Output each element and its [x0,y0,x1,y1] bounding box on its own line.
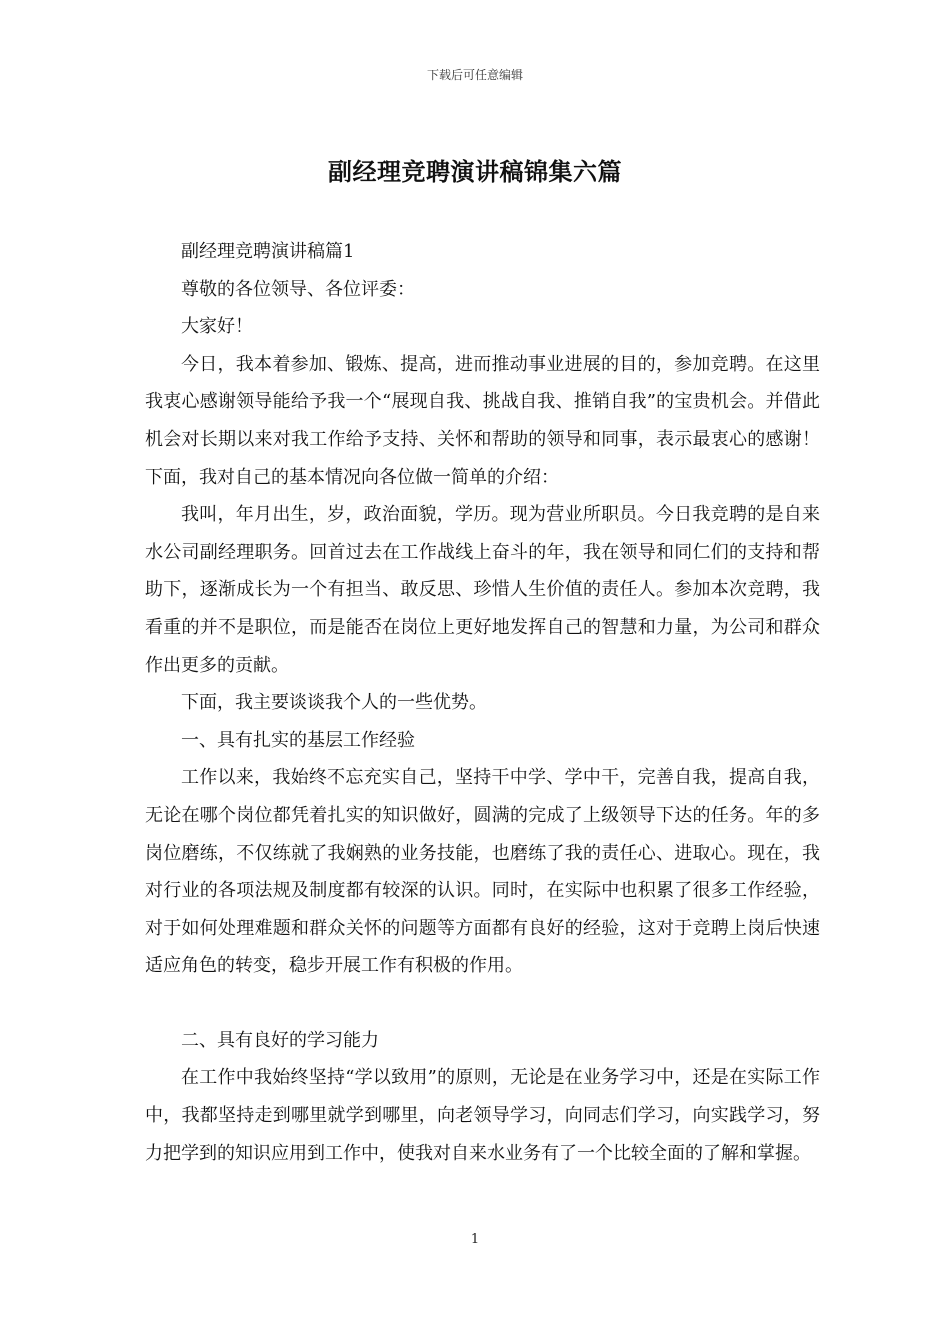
subheading: 二、具有良好的学习能力 [181,1029,379,1051]
page-number: 1 [470,1232,480,1247]
paragraph: 在工作中我始终坚持“学以致用”的原则，无论是在业务学习中，还是在实际工作中，我都坚持走到哪里就学到哪里，向老领导学习，向同志们学习，向实践学习，努力把学到的知识应用到工作中，使我对自来水业务有了一个比较全面的了解和掌握。 [145,1067,820,1164]
subheading: 一、具有扎实的基层工作经验 [181,729,415,751]
greeting: 大家好！ [181,316,253,338]
paragraph: 今日，我本着参加、锻炼、提高，进而推动事业进展的目的，参加竞聘。在这里我衷心感谢领导能给予我一个“展现自我、挑战自我、推销自我”的宝贵机会。并借此机会对长期以来对我工作给予支持、关怀和帮助的领导和同事，表示最衷心的感谢！下面，我对自己的基本情况向各位做一简单的介绍： [145,353,820,488]
salutation: 尊敬的各位领导、各位评委： [181,278,415,300]
document-body [145,233,820,1172]
paragraph: 工作以来，我始终不忘充实自己，坚持干中学、学中干，完善自我，提高自我，无论在哪个岗位都凭着扎实的知识做好，圆满的完成了上级领导下达的任务。年的多岗位磨练，不仅练就了我娴熟的业务技能，也磨练了我的责任心、进取心。现在，我对行业的各项法规及制度都有较深的认识。同时，在实际中也积累了很多工作经验，对于如何处理难题和群众关怀的问题等方面都有良好的经验，这对于竞聘上岗后快速适应角色的转变，稳步开展工作有积极的作用。 [145,767,820,977]
document-title: 副经理竞聘演讲稿锦集六篇 [328,157,622,186]
header-note: 下载后可任意编辑 [426,68,523,82]
paragraph: 我叫，年月出生，岁，政治面貌，学历。现为营业所职员。今日我竞聘的是自来水公司副经理职务。回首过去在工作战线上奋斗的年，我在领导和同仁们的支持和帮助下，逐渐成长为一个有担当、敢反思、珍惜人生价值的责任人。参加本次竞聘，我看重的并不是职位，而是能否在岗位上更好地发挥自己的智慧和力量，为公司和群众作出更多的贡献。 [145,504,820,676]
paragraph: 下面，我主要谈谈我个人的一些优势。 [181,692,487,714]
section-heading: 副经理竞聘演讲稿篇1 [181,241,355,262]
